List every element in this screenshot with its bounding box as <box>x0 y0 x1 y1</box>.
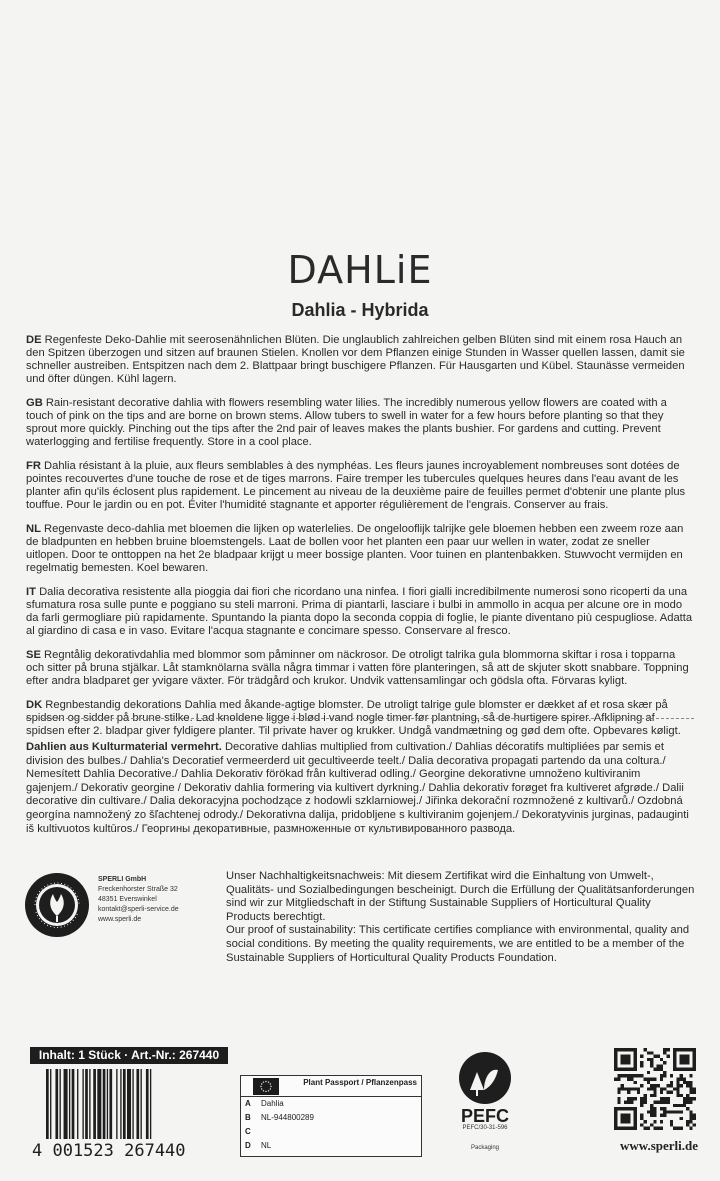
company-email[interactable]: kontakt@sperli-service.de <box>98 906 179 913</box>
lang-code: NL <box>26 523 41 535</box>
sustainability-en: Our proof of sustainability: This certificate certifies compliance with environmental, quality and social conditions. By meeting the quality requirements, we are entitled to be a member of the Sustainable Suppliers of Horticultural Quality Products Foundation. <box>226 924 690 964</box>
pefc-label: PEFC <box>460 1106 510 1126</box>
lang-code: FR <box>26 460 41 472</box>
company-city: 48351 Everswinkel <box>98 896 157 903</box>
page-title: DAHLiE <box>287 248 433 292</box>
description-de <box>26 334 694 386</box>
passport-row-d: D NL <box>245 1141 272 1150</box>
company-name: SPERLI GmbH <box>98 876 147 883</box>
lang-code: SE <box>26 649 41 661</box>
description-fr <box>26 460 694 512</box>
pefc-logo <box>440 1048 530 1158</box>
passport-divider <box>241 1096 421 1097</box>
description-text: Dalia decorativa resistente alla pioggia dai fiori che ricordano una ninfea. I fiori gialli incredibilmente numerosi sono ricoperti da una sfumatura rosa sulle punte e poggiano su steli marroni. Prima di piantarli, lasciare i bulbi in ammollo in acqua per alcune ore in modo da farli germogliare più rapidamente. Spuntando la pianta dopo la seconda coppia di foglie, le piante diventano più cespugliose. Adatta al giardino di casa e in vaso. Evitare l'acqua stagnante e concimare spesso. Conservare al fresco. <box>26 586 693 637</box>
sustainable-supplier-logo <box>24 872 90 938</box>
barcode-digits: 4 001523 267440 <box>32 1141 186 1159</box>
passport-title: Plant Passport / Pflanzenpass <box>303 1078 417 1087</box>
botanical-name: Dahlia - Hybrida <box>291 300 429 320</box>
lang-code: DK <box>26 699 43 711</box>
description-text: Regenvaste deco-dahlia met bloemen die lijken op waterlelies. De ongelooflijk talrijke gele bloemen hebben een zweem roze aan de bladpunten en hebben bruine bloemstengels. Laat de bollen voor het planten een paar uur wellen in water, zodat ze sneller uitlopen. Door te onttoppen na het 2e bladpaar krijgt u meer bossige planten. Voor tuinen en plantenbakken. Stuwvocht vermijden en regelmatig bemesten. Koel bewaren. <box>26 523 684 574</box>
description-gb <box>26 397 694 449</box>
barcode <box>30 1067 228 1159</box>
plant-passport <box>240 1075 422 1157</box>
cultivation-text: Decorative dahlias multiplied from cultivation./ Dahlias décoratifs multipliées par semis et division des bulbes./ Dahlia's Decoratief vermeerderd uit gecultiveerde teelt./ Dalia decorativa propagati partendo da una coltura./ Nemesített Dahlia Decorative./ Dahlia Dekorativ förökad från kultiverad odling./ Georgine dekorativne umnoženo kultiviranim gajenjem./ Dekorativ georgine / Dekorativ dahlia formering via kultivert dyrkning./ Dahlia dekorativ forøget fra kultiveret afgrøde./ Dalii decorative din cultivare./ Dalia dekoracyjna pochodzące z hodowli szklarniowej./ Jiřinka dekorační rozmnožené z kultivarů./ Ozdobná georgína namnožený zo šľachtenej odrody./ Dekorativna dalija, pridobljene s kultiviranim gojenjem./ Dekoratyvinis jurginas, padauginti iš kultivuotos kultūros./ Георгины декоративные, размноженные от культивированного развода. <box>26 741 689 835</box>
divider <box>26 718 694 719</box>
passport-row-c: C <box>245 1127 251 1136</box>
cultivation-note <box>26 741 694 836</box>
pefc-code: PEFC/30-31-596 <box>462 1125 508 1131</box>
qr-code[interactable] <box>614 1048 696 1130</box>
website-link[interactable]: www.sperli.de <box>620 1138 698 1153</box>
company-street: Freckenhorster Straße 32 <box>98 886 178 893</box>
lang-code: GB <box>26 397 43 409</box>
sustainability-statement <box>226 870 696 965</box>
pefc-packaging: Packaging <box>470 1145 500 1151</box>
eu-flag-icon <box>253 1078 279 1095</box>
sustainability-de: Unser Nachhaltigkeitsnachweis: Mit diesem Zertifikat wird die Einhaltung von Umwelt-, Qualitäts- und Sozialbedingungen bescheinigt. Durch die Erfüllung der Qualitätsanforderungen sind wir zur Mitgliedschaft in der Stiftung Sustainable Suppliers of Horticultural Quality Products berechtigt. <box>226 870 695 923</box>
company-address <box>98 875 179 925</box>
content-label: Inhalt: 1 Stück · Art.-Nr.: 267440 <box>30 1047 228 1064</box>
passport-header <box>241 1076 421 1096</box>
lang-code: IT <box>26 586 36 598</box>
lang-code: DE <box>26 334 42 346</box>
passport-row-b: B NL-944800289 <box>245 1113 314 1122</box>
description-text: Rain-resistant decorative dahlia with flowers resembling water lilies. The incredibly numerous yellow flowers are coated with a touch of pink on the tips and are borne on brown stems. Allow tubers to swell in water for a few hours before planting so that they sprout more quickly. Pinching out the tips after the 2nd pair of leaves makes the plants bushier. For gardens and cutting. Prevent waterlogging and fertilise frequently. Store in a cool place. <box>26 397 667 448</box>
description-text: Regntålig dekorativdahlia med blommor som påminner om näckrosor. De otroligt talrika gula blommorna skiftar i rosa i topparna och sitter på bruna stjälkar. Låt stamknölarna svälla några timmar i vatten före planteringen, så att de skjuter skott snabbare. Toppning efter andra bladparet ger yvigare växter. För trädgård och krukor. Undvik vattensamlingar och gödsla ofta. Förvaras kyligt. <box>26 649 689 687</box>
cultivation-lead: Dahlien aus Kulturmaterial vermehrt. <box>26 741 222 753</box>
description-it <box>26 586 694 638</box>
description-text: Regnbestandig dekorations Dahlia med åkande-agtige blomster. De utroligt talrige gule blomster er dækket af et rosa skær på spidsen og sidder på brune stilke. Lad knoldene ligge i blød i vand nogle timer før plantning, så de hurtigere spirer. Afklipning af spidsen efter 2. bladpar giver fyldigere planter. Til private haver og krukker. Undgå vandmætning og gød dem ofte. Opbevares køligt. <box>26 699 681 737</box>
description-nl <box>26 523 694 575</box>
company-web[interactable]: www.sperli.de <box>98 916 142 923</box>
passport-row-a: A Dahlia <box>245 1099 284 1108</box>
description-text: Regenfeste Deko-Dahlie mit seerosenähnlichen Blüten. Die unglaublich zahlreichen gelben Blüten sind mit einem rosa Hauch an den Spitzen überzogen und sitzen auf braunen Stielen. Knollen vor dem Pflanzen einige Stunden in Wasser quellen lassen, damit sie schneller austreiben. Entspitzen nach dem 2. Blattpaar bringt buschigere Pflanzen. Für Hausgarten und Kübel. Staunässe vermeiden und öfter düngen. Kühl lagern. <box>26 334 685 385</box>
description-se <box>26 649 694 688</box>
descriptions <box>26 334 694 749</box>
description-text: Dahlia résistant à la pluie, aux fleurs semblables à des nymphéas. Les fleurs jaunes incroyablement nombreuses sont dotées de pointes recouvertes d'une touche de rose et de tiges marrons. Faire tremper les tubercules quelques heures dans l'eau avant de les planter afin qu'ils éclosent plus rapidement. Le pincement au niveau de la deuxième paire de feuilles permet d'obtenir une plante plus touffue. Pour le jardin ou en pot. Éviter l'humidité stagnante et apporter régulièrement de l'engrais. Conserver au frais. <box>26 460 686 511</box>
